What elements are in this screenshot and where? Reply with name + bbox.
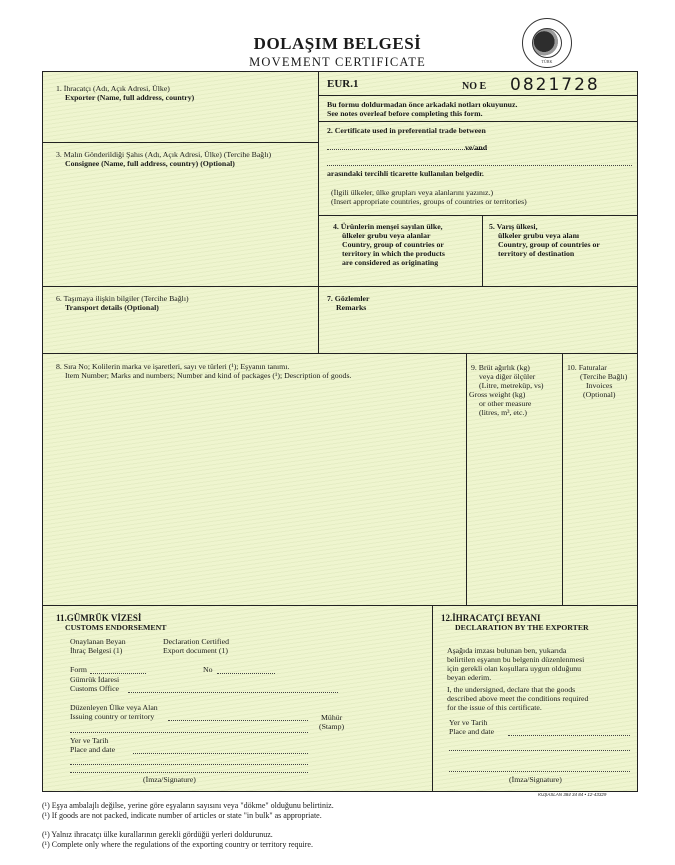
box4-line5: are considered as originating xyxy=(342,258,439,267)
signature-field-11[interactable] xyxy=(70,772,308,773)
declaration-tr-4: beyan ederim. xyxy=(447,673,492,682)
footnote-2: (¹) If goods are not packed, indicate number of articles or state "in bulk" as appropriate. xyxy=(42,811,322,820)
box2-between-tr: arasındaki tercihli ticarette kullanılan belgedir. xyxy=(327,169,484,178)
export-document-en: Export document (1) xyxy=(163,646,228,655)
place-date-tr-12: Yer ve Tarih xyxy=(449,718,488,727)
box2-label: 2. Certificate used in preferential trade between xyxy=(327,126,486,135)
box9-line1: 9. Brüt ağırlık (kg) xyxy=(471,363,530,372)
box8-label-tr: 8. Sıra No; Kolilerin marka ve işaretleri, sayı ve türleri (¹); Eşyanın tanımı. xyxy=(56,362,290,371)
divider xyxy=(318,215,637,216)
declaration-en-2: described above meet the conditions required xyxy=(447,694,589,703)
consignee-field[interactable] xyxy=(47,172,315,282)
box1-label-tr: 1. İhracatçı (Adı, Açık Adresi, Ülke) xyxy=(56,84,170,93)
box4-line2: ülkeler grubu veya alanlar xyxy=(342,231,431,240)
box6-label-tr: 6. Taşımaya ilişkin bilgiler (Tercihe Bağlı) xyxy=(56,294,189,303)
box5-line1: 5. Varış ülkesi, xyxy=(489,222,538,231)
seal-text: TÜRK xyxy=(541,59,553,64)
declaration-certified-en: Declaration Certified xyxy=(163,637,230,646)
divider xyxy=(318,72,319,286)
place-date-en-12: Place and date xyxy=(449,727,495,736)
box5-line3: Country, group of countries or xyxy=(498,240,600,249)
divider xyxy=(466,353,467,605)
document-title: DOLAŞIM BELGESİ xyxy=(253,34,422,53)
box9-line6: (litres, m³, etc.) xyxy=(479,408,528,417)
signature-label-11: (İmza/Signature) xyxy=(143,775,196,784)
form-label: Form xyxy=(70,665,87,674)
box12-title-tr: 12.İHRACATÇI BEYANI xyxy=(441,613,541,623)
stamp-label-tr: Mühür xyxy=(321,713,343,722)
signature-field-12[interactable] xyxy=(449,771,630,772)
issuing-country-tr: Düzenleyen Ülke veya Alan xyxy=(70,703,158,712)
divider xyxy=(318,286,319,353)
document-number-field[interactable] xyxy=(217,673,275,674)
no-label: No xyxy=(203,665,213,674)
divider xyxy=(43,286,637,287)
box2-insert-tr: (İlgili ülkeler, ülke grupları veya alanlarını yazınız.) xyxy=(331,188,494,197)
divider xyxy=(432,605,433,791)
box4-line4: territory in which the products xyxy=(342,249,445,258)
declaration-en-1: I, the undersigned, declare that the goods xyxy=(447,685,576,694)
box2-insert-en: (Insert appropriate countries, groups of countries or territories) xyxy=(331,197,527,206)
exporter-field[interactable] xyxy=(47,106,315,140)
divider xyxy=(562,353,563,605)
declaration-en-3: for the issue of this certificate. xyxy=(447,703,542,712)
box1-label-en: Exporter (Name, full address, country) xyxy=(65,93,195,102)
box7-label-tr: 7. Gözlemler xyxy=(327,294,370,303)
invoices-field[interactable] xyxy=(565,404,634,602)
declaration-tr-3: için gerekli olan koşullara uygun olduğunu xyxy=(447,664,582,673)
goods-description-field[interactable] xyxy=(47,384,462,602)
footnote-1: (¹) Eşya ambalajlı değilse, yerine göre eşyaların sayısını veya "dökme" olduğunu belirtiniz. xyxy=(42,801,334,810)
box10-line3: Invoices xyxy=(586,381,613,390)
divider xyxy=(43,353,637,354)
serial-number: 0821728 xyxy=(510,75,600,95)
box9-line5: or other measure xyxy=(479,399,532,408)
box11-title-tr: 11.GÜMRÜK VİZESİ xyxy=(56,613,142,623)
place-date-tr-11: Yer ve Tarih xyxy=(70,736,109,745)
place-date-field-12-2[interactable] xyxy=(449,750,630,751)
box11-title-en: CUSTOMS ENDORSEMENT xyxy=(65,623,167,632)
transport-field[interactable] xyxy=(47,316,315,350)
place-date-field-12[interactable] xyxy=(508,735,630,736)
customs-office-en: Customs Office xyxy=(70,684,120,693)
divider xyxy=(43,142,319,143)
footnote-3: (¹) Yalnız ihracatçı ülke kurallarının gerekli gördüğü yerleri doldurunuz. xyxy=(42,830,273,839)
document-subtitle: MOVEMENT CERTIFICATE xyxy=(249,55,426,69)
export-document-tr: İhraç Belgesi (1) xyxy=(70,646,123,655)
box4-line1: 4. Ürünlerin menşei sayılan ülke, xyxy=(333,222,443,231)
box4-line3: Country, group of countries or xyxy=(342,240,444,249)
footnote-4: (¹) Complete only where the regulations of the exporting country or territory require. xyxy=(42,840,313,849)
box12-title-en: DECLARATION BY THE EXPORTER xyxy=(455,623,589,632)
box2-and: ve/and xyxy=(465,143,488,152)
box3-label-tr: 3. Malın Gönderildiği Şahıs (Adı, Açık Adresi, Ülke) (Tercihe Bağlı) xyxy=(56,150,272,159)
divider xyxy=(482,215,483,286)
box10-line2: (Tercihe Bağlı) xyxy=(580,372,628,381)
remarks-field[interactable] xyxy=(322,316,632,350)
notice-tr: Bu formu doldurmadan önce arkadaki notları okuyunuz. xyxy=(327,100,518,109)
printer-imprint: KUŞASLAN 384 34 84 • 12-43329 xyxy=(538,792,607,797)
box5-line2: ülkeler grubu veya alanı xyxy=(498,231,580,240)
issuing-country-en: Issuing country or territory xyxy=(70,712,155,721)
official-seal-logo xyxy=(522,18,572,68)
divider xyxy=(318,95,637,96)
divider xyxy=(43,605,637,606)
stamp-label-en: (Stamp) xyxy=(319,722,345,731)
signature-label-12: (İmza/Signature) xyxy=(509,775,562,784)
box5-line4: territory of destination xyxy=(498,249,575,258)
gross-weight-field[interactable] xyxy=(469,422,559,602)
box9-line3: (Litre, metreküp, vs) xyxy=(479,381,544,390)
box6-label-en: Transport details (Optional) xyxy=(65,303,159,312)
place-date-field-11[interactable] xyxy=(133,753,308,754)
divider xyxy=(318,121,637,122)
box7-label-en: Remarks xyxy=(336,303,367,312)
customs-office-tr: Gümrük İdaresi xyxy=(70,675,120,684)
box10-line4: (Optional) xyxy=(583,390,616,399)
place-date-field-11-2[interactable] xyxy=(70,764,308,765)
box9-line2: veya diğer ölçüler xyxy=(479,372,536,381)
declaration-tr-1: Aşağıda imzası bulunan ben, yukarıda xyxy=(447,646,567,655)
issuing-country-field[interactable] xyxy=(168,720,308,721)
box10-line1: 10. Faturalar xyxy=(567,363,607,372)
country-b-field[interactable] xyxy=(327,165,632,166)
form-number-field[interactable] xyxy=(90,673,146,674)
certificate-form xyxy=(42,71,638,792)
eur1-label: EUR.1 xyxy=(327,78,359,90)
declaration-tr-2: belirtilen eşyanın bu belgenin düzenlenmesi xyxy=(447,655,585,664)
issuing-country-field-2[interactable] xyxy=(70,732,308,733)
approved-declaration-tr: Onaylanan Beyan xyxy=(70,637,126,646)
country-a-field[interactable] xyxy=(327,149,487,150)
notice-en: See notes overleaf before completing this form. xyxy=(327,109,483,118)
customs-office-field[interactable] xyxy=(128,692,338,693)
box3-label-en: Consignee (Name, full address, country) (Optional) xyxy=(65,159,235,168)
place-date-en-11: Place and date xyxy=(70,745,116,754)
box8-label-en: Item Number; Marks and numbers; Number and kind of packages (¹); Description of goods. xyxy=(65,371,352,380)
box9-line4: Gross weight (kg) xyxy=(469,390,526,399)
serial-prefix: NO E xyxy=(462,81,487,92)
